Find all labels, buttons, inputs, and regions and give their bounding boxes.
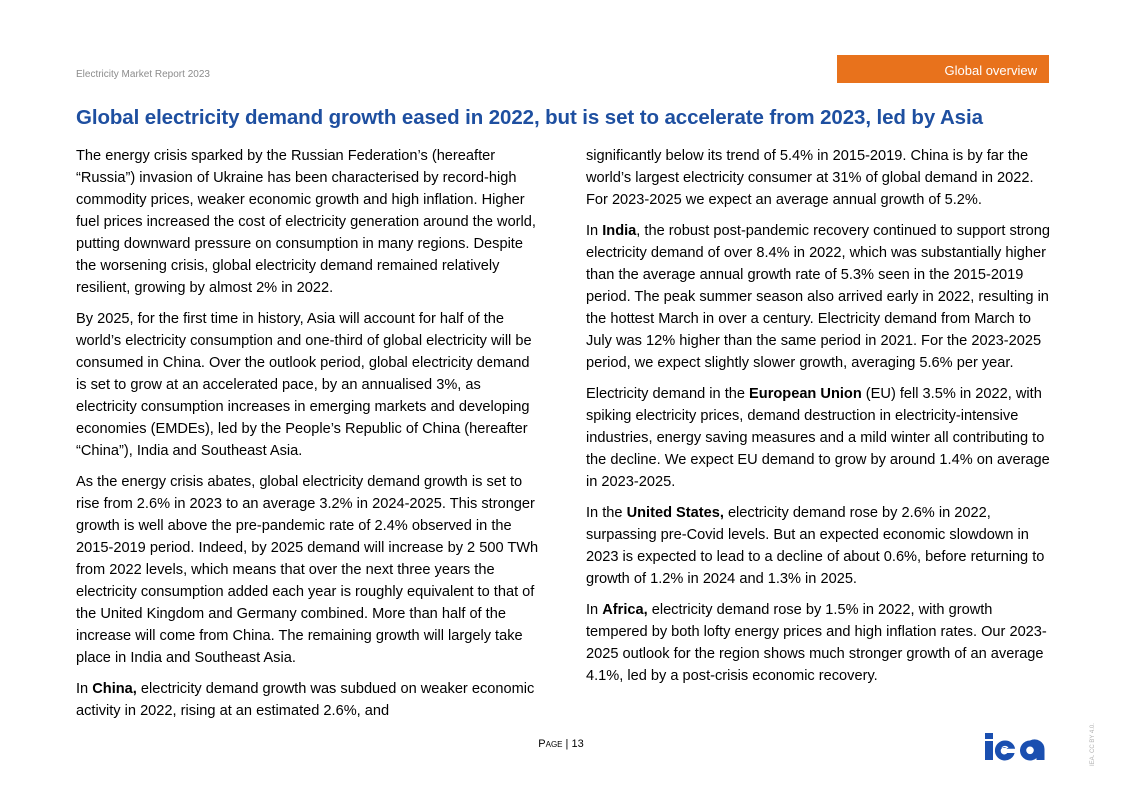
paragraph-text: electricity demand growth was subdued on weaker economic activity in 2022, rising at an estimated 2.6%, and	[76, 681, 535, 719]
highlight-africa: Africa,	[602, 602, 648, 618]
iea-logo-icon	[984, 730, 1046, 762]
paragraph-text: , the robust post-pandemic recovery continued to support strong electricity demand of over 8.4% in 2022, which was substantially higher than the average annual growth rate of 5.3% seen in the 2015-2019 period. The peak summer season also arrived early in 2022, resulting in the hottest March in over a century. Electricity demand from March to July was 12% higher than the same period in 2021. For the 2023-2025 period, we expect slightly slower growth, averaging 5.6% per year.	[586, 223, 1051, 371]
paragraph: By 2025, for the first time in history, Asia will account for half of the world’s electricity consumption and one-third of global electricity will be consumed in China. Over the outlook period, global electricity demand is set to grow at an accelerated pace, by an annualised 3%, as electricity consumption increases in emerging markets and developing economies (EMDEs), led by the People’s Republic of China (hereafter “China”), India and Southeast Asia.	[76, 311, 532, 459]
paragraph-text: (EU) fell 3.5% in 2022, with spiking electricity prices, demand destruction in electricity-intensive industries, energy saving measures and a mild winter all contributing to the decline. We expect EU demand to grow by around 1.4% on average in 2023-2025.	[586, 386, 1050, 490]
highlight-india: India	[602, 223, 637, 239]
highlight-china: China,	[92, 681, 137, 697]
paragraph	[586, 220, 1056, 374]
left-column	[76, 145, 544, 731]
paragraph	[76, 678, 544, 722]
paragraph-text: electricity demand rose by 2.6% in 2022, surpassing pre-Covid levels. But an expected economic slowdown in 2023 is expected to lead to a decline of about 0.6%, before returning to growth of 1.2% in 2024 and 1.3% in 2025.	[586, 505, 1045, 587]
paragraph-text: Electricity demand in the	[586, 386, 750, 402]
paragraph	[586, 383, 1056, 493]
highlight-eu: European Union	[749, 386, 862, 402]
page-number	[0, 738, 1122, 750]
paragraph-text: In the	[586, 505, 627, 521]
section-tab: Global overview	[837, 55, 1049, 83]
paragraph	[586, 502, 1056, 590]
page-separator: |	[562, 738, 572, 750]
paragraph-text: In	[586, 602, 603, 618]
paragraph: The energy crisis sparked by the Russian Federation’s (hereafter “Russia”) invasion of Ukraine has been characterised by record-high commodity prices, weaker economic growth and high inflation. Higher fuel prices increased the cost of electricity generation around the world, putting downward pressure on consumption in many regions. Despite the worsening crisis, global electricity demand remained relatively resilient, growing by almost 2% in 2022.	[76, 148, 536, 296]
page-label: Page	[538, 738, 563, 750]
paragraph-text: electricity demand rose by 1.5% in 2022, with growth tempered by both lofty energy prices and high inflation rates. Our 2023-2025 outlook for the region shows much stronger growth of an average 4.1%, led by a post-crisis economic recovery.	[586, 602, 1047, 684]
right-column	[586, 145, 1056, 696]
page-title: Global electricity demand growth eased in 2022, but is set to accelerate from 2023, led by Asia	[76, 106, 983, 129]
paragraph: significantly below its trend of 5.4% in 2015-2019. China is by far the world’s largest electricity consumer at 31% of global demand in 2022. For 2023-2025 we expect an average annual growth of 5.2%.	[586, 148, 1034, 208]
paragraph-text: In	[76, 681, 93, 697]
page-number-value: 13	[571, 738, 584, 750]
paragraph: As the energy crisis abates, global electricity demand growth is set to rise from 2.6% in 2023 to an average 3.2% in 2024-2025. This stronger growth is well above the pre-pandemic rate of 2.4% observed in the 2015-2019 period. Indeed, by 2025 demand will increase by 2 500 TWh from 2022 levels, which means that over the next three years the electricity consumption added each year is roughly equivalent to that of the United Kingdom and Germany combined. More than half of the increase will come from China. The remaining growth will largely take place in India and Southeast Asia.	[76, 474, 539, 666]
license-text: IEA. CC BY 4.0.	[1090, 723, 1096, 766]
paragraph	[586, 599, 1056, 687]
paragraph-text: In	[586, 223, 603, 239]
highlight-us: United States,	[626, 505, 724, 521]
report-title: Electricity Market Report 2023	[76, 69, 210, 80]
